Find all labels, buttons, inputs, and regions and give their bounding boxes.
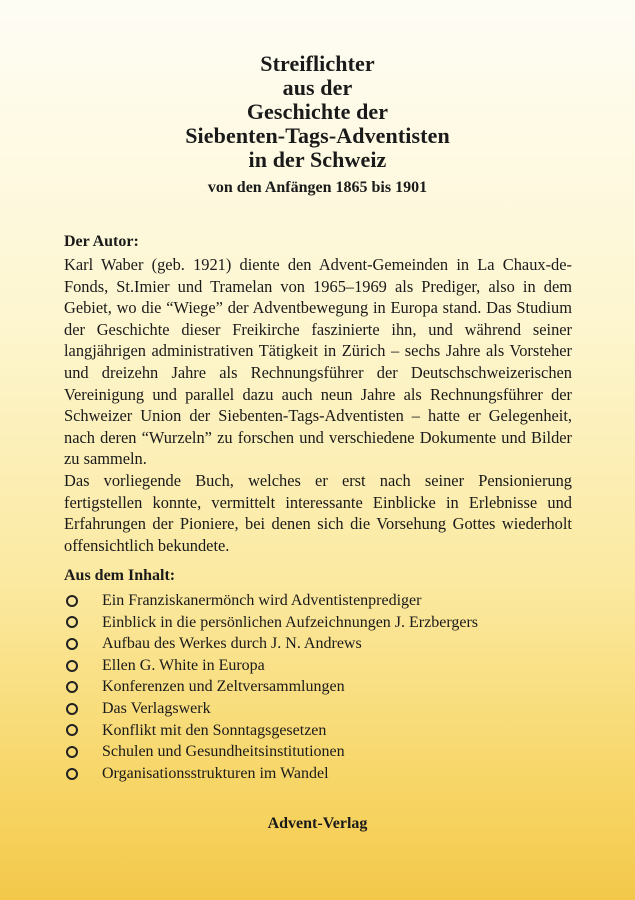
list-item-text: Das Verlagswerk bbox=[102, 699, 211, 717]
circle-bullet-icon bbox=[66, 681, 78, 693]
list-item-text: Schulen und Gesundheitsinstitutionen bbox=[102, 743, 345, 761]
publisher-name: Advent-Verlag bbox=[267, 815, 368, 832]
list-item bbox=[64, 590, 572, 612]
circle-bullet-icon bbox=[66, 660, 78, 672]
circle-bullet-icon bbox=[66, 768, 78, 780]
list-item bbox=[64, 633, 572, 655]
circle-bullet-icon bbox=[66, 616, 78, 628]
title-line: Siebenten-Tags-Adventisten bbox=[185, 123, 450, 148]
list-item-text: Konflikt mit den Sonntagsgesetzen bbox=[102, 721, 327, 739]
title-line: Streiflichter bbox=[260, 51, 375, 76]
circle-bullet-icon bbox=[66, 595, 78, 607]
subtitle: von den Anfängen 1865 bis 1901 bbox=[207, 179, 428, 196]
author-paragraph-2: Das vorliegende Buch, welches er erst nach seiner Pensionierung fertigstellen konnte, vermittelt interessante Einblicke in Erlebnisse und Erfahrungen der Pioniere, bei denen sich die Vorsehung Gottes wiederholt offensichtlich bekundete. bbox=[64, 470, 572, 555]
contents-list bbox=[64, 590, 572, 784]
list-item bbox=[64, 676, 572, 698]
list-item-text: Ein Franziskanermönch wird Adventistenprediger bbox=[102, 592, 422, 609]
list-item-text: Organisationsstrukturen im Wandel bbox=[102, 764, 329, 782]
contents-heading: Aus dem Inhalt: bbox=[64, 567, 176, 584]
circle-bullet-icon bbox=[66, 703, 78, 715]
list-item bbox=[64, 698, 572, 720]
list-item bbox=[64, 612, 572, 634]
title-line: Geschichte der bbox=[246, 99, 389, 124]
list-item-text: Einblick in die persönlichen Aufzeichnungen J. Erzbergers bbox=[102, 613, 479, 631]
title-block bbox=[0, 52, 635, 198]
title-line: in der Schweiz bbox=[248, 147, 387, 172]
list-item-text: Aufbau des Werkes durch J. N. Andrews bbox=[102, 635, 362, 653]
circle-bullet-icon bbox=[66, 638, 78, 650]
title-line: aus der bbox=[282, 75, 353, 100]
list-item bbox=[64, 655, 572, 677]
author-text bbox=[64, 254, 572, 556]
circle-bullet-icon bbox=[66, 724, 78, 736]
list-item-text: Ellen G. White in Europa bbox=[102, 656, 265, 674]
list-item bbox=[64, 741, 572, 763]
circle-bullet-icon bbox=[66, 746, 78, 758]
author-heading: Der Autor: bbox=[64, 233, 139, 250]
list-item bbox=[64, 763, 572, 785]
list-item-text: Konferenzen und Zeltversammlungen bbox=[102, 678, 345, 696]
list-item bbox=[64, 720, 572, 742]
author-paragraph-1: Karl Waber (geb. 1921) diente den Advent-Gemeinden in La Chaux-de-Fonds, St.Imier und Tramelan von 1965–1969 als Prediger, also in dem Gebiet, wo die “Wiege” der Adventbewegung in Europa stand. Das Studium der Geschichte dieser Freikirche faszinierte ihn, und während seiner langjährigen administrativen Tätigkeit in Zürich – sechs Jahre als Vorsteher und dreizehn Jahre als Rechnungsführer der Deutschschweizerischen Vereinigung und parallel dazu auch neun Jahre als Rechnungsführer der Schweizer Union der Siebenten-Tags-Adventisten – hatte er Gelegenheit, nach deren “Wurzeln” zu forschen und verschiedene Dokumente und Bilder zu sammeln. bbox=[64, 255, 572, 469]
